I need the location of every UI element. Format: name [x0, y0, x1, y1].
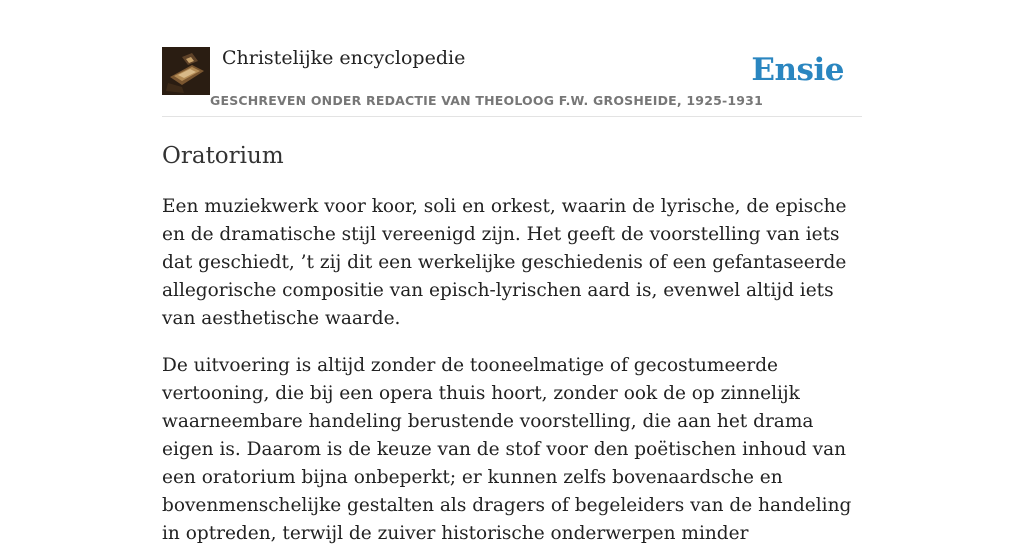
content-column — [162, 0, 862, 548]
article-paragraph: Een muziekwerk voor koor, soli en orkest, waarin de lyrische, de epische en de dramatische stijl vereenigd zijn. Het geeft de voorstelling van iets dat geschiedt, ’t zij dit een werkelijke geschiedenis of een gefantaseerde allegorische compositie van episch-lyrischen aard is, evenwel altijd iets van aesthetische waarde. — [162, 196, 847, 329]
publication-subtitle: GESCHREVEN ONDER REDACTIE VAN THEOLOOG F.W. GROSHEIDE, 1925-1931 — [210, 93, 763, 108]
publication-avatar[interactable] — [162, 47, 210, 95]
site-header — [162, 0, 862, 117]
brand-logo[interactable]: Ensie — [751, 52, 844, 88]
book-cover-icon — [162, 47, 210, 95]
article-title: Oratorium — [162, 143, 284, 169]
publication-title[interactable]: Christelijke encyclopedie — [222, 47, 466, 69]
article-paragraph: De uitvoering is altijd zonder de tooneelmatige of gecostumeerde vertooning, die bij een opera thuis hoort, zonder ook de op zinnelijk waarneembare handeling berustende voorstelling, die aan het drama eigen is. Daarom is de keuze van de stof voor den poëtischen inhoud van een oratorium bijna onbeperkt; er kunnen zelfs bovenaardsche en bovenmenschelijke gestalten als dragers of begeleiders van de handeling in optreden, terwijl de zuiver historische onderwerpen minder — [162, 355, 852, 544]
